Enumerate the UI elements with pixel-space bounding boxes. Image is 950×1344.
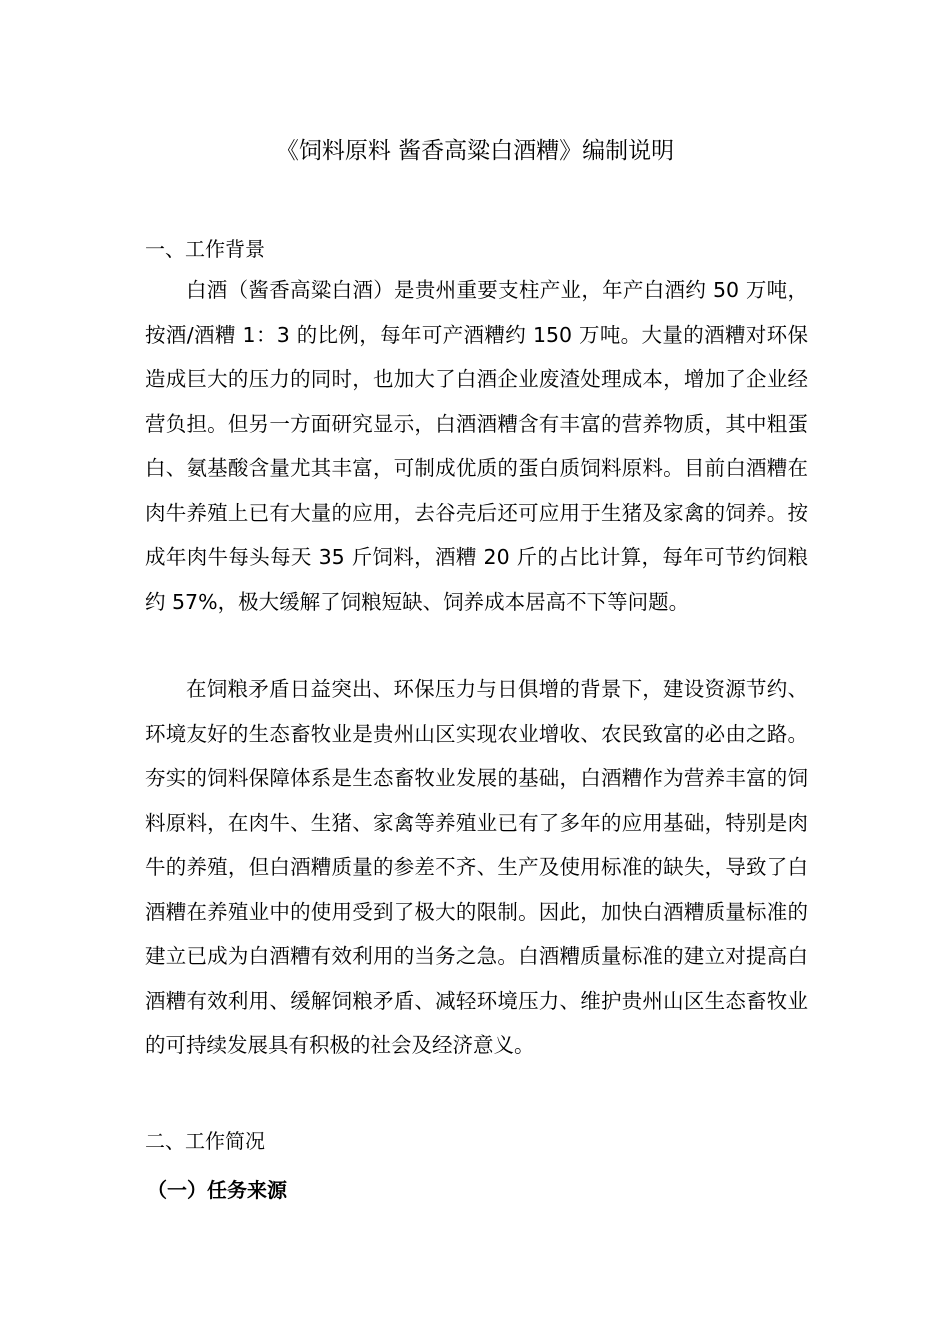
paragraph-background-2: 在饲粮矛盾日益突出、环保压力与日俱增的背景下，建设资源节约、环境友好的生态畜牧业是贵州山区实现农业增收、农民致富的必由之路。夯实的饲料保障体系是生态畜牧业发展的基础，白酒糟作为营养丰富的饲料原料，在肉牛、生猪、家禽等养殖业已有了多年的应用基础，特别是肉牛的养殖，但白酒糟质量的参差不齐、生产及使用标准的缺失，导致了白酒糟在养殖业中的使用受到了极大的限制。因此，加快白酒糟质量标准的建立已成为白酒糟有效利用的当务之急。白酒糟质量标准的建立对提高白酒糟有效利用、缓解饲粮矛盾、减轻环境压力、维护贵州山区生态畜牧业的可持续发展具有积极的社会及经济意义。	[145, 677, 808, 1057]
section-heading-work-overview: 二、工作简况	[145, 1129, 265, 1153]
section-heading-background: 一、工作背景	[145, 237, 265, 261]
subsection-heading-task-source: （一）任务来源	[147, 1178, 287, 1202]
document-title: 《饲料原料 酱香高粱白酒糟》编制说明	[275, 138, 675, 164]
paragraph-background-1: 白酒（酱香高粱白酒）是贵州重要支柱产业，年产白酒约 50 万吨，按酒/酒糟 1：3 的比例，每年可产酒糟约 150 万吨。大量的酒糟对环保造成巨大的压力的同时，也加大了白酒企业废渣处理成本，增加了企业经营负担。但另一方面研究显示，白酒酒糟含有丰富的营养物质，其中粗蛋白、氨基酸含量尤其丰富，可制成优质的蛋白质饲料原料。目前白酒糟在肉牛养殖上已有大量的应用，去谷壳后还可应用于生猪及家禽的饲养。按成年肉牛每头每天 35 斤饲料，酒糟 20 斤的占比计算，每年可节约饲粮约 57%，极大缓解了饲粮短缺、饲养成本居高不下等问题。	[145, 278, 808, 614]
